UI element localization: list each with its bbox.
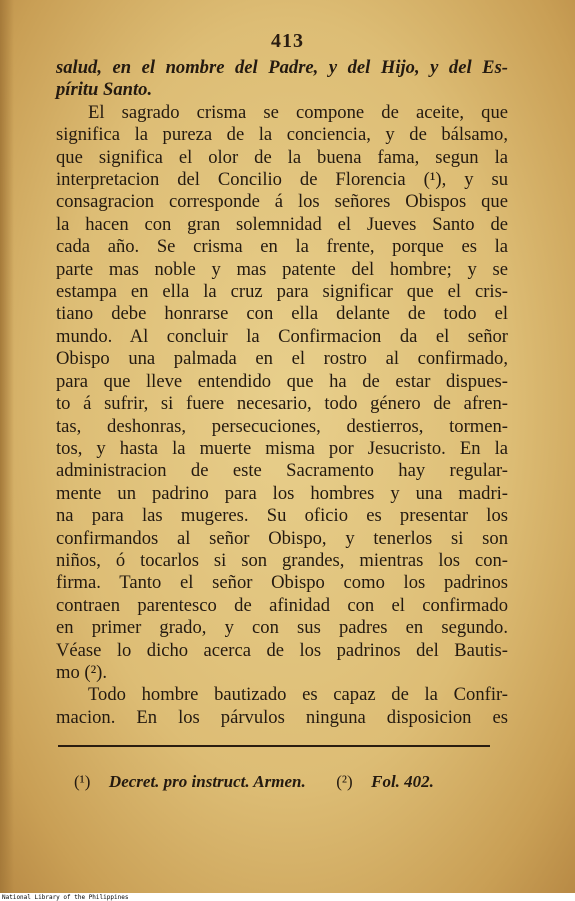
text-line: Obispo una palmada en el rostro al confirmado, xyxy=(56,348,508,370)
text-line: estampa en ella la cruz para significar que el cris- xyxy=(56,281,508,303)
text-line: en primer grado, y con sus padres en segundo. xyxy=(56,617,508,639)
paragraph-start-line: Todo hombre bautizado es capaz de la Confir- xyxy=(88,684,508,706)
text-line: mente un padrino para los hombres y una madri- xyxy=(56,482,508,504)
text-line: niños, ó tocarlos si son grandes, mientras los con- xyxy=(56,549,508,571)
text-line: interpretacion del Concilio de Florencia (¹), y su xyxy=(56,169,508,191)
text-line: píritu Santo. xyxy=(56,79,153,101)
footnote-text-2: Fol. 402. xyxy=(371,772,434,791)
footnote-marker-2: (²) xyxy=(336,772,353,791)
text-line: para que lleve entendido que ha de estar dispues- xyxy=(56,370,508,392)
text-line: mundo. Al concluir la Confirmacion da el señor xyxy=(56,325,508,347)
text-line: salud, en el nombre del Padre, y del Hijo, y del Es- xyxy=(56,57,508,78)
text-line: la hacen con gran solemnidad el Jueves Santo de xyxy=(56,213,508,235)
text-line: to á sufrir, si fuere necesario, todo género de afren- xyxy=(56,393,508,415)
library-credit: National Library of the Philippines xyxy=(2,894,129,901)
footnote-text-1: Decret. pro instruct. Armen. xyxy=(108,772,306,791)
text-line: parte mas noble y mas patente del hombre; y se xyxy=(56,258,508,280)
footnotes xyxy=(74,772,494,792)
text-line: firma. Tanto el señor Obispo como los padrinos xyxy=(56,572,508,594)
text-line: na para las mugeres. Su oficio es presentar los xyxy=(56,505,508,527)
text-line: que significa el olor de la buena fama, segun la xyxy=(56,146,508,168)
paragraph-start-line: El sagrado crisma se compone de aceite, que xyxy=(88,101,508,123)
text-line: confirmandos al señor Obispo, y tenerlos si son xyxy=(56,527,508,549)
text-line: consagracion corresponde á los señores Obispos que xyxy=(56,191,508,213)
text-line: administracion de este Sacramento hay regular- xyxy=(56,460,508,482)
text-line: cada año. Se crisma en la frente, porque es la xyxy=(56,236,508,258)
text-line: macion. En los párvulos ninguna disposicion es xyxy=(56,706,508,728)
footnote-divider xyxy=(58,745,490,747)
text-line: significa la pureza de la conciencia, y de bálsamo, xyxy=(56,124,508,146)
text-line: contraen parentesco de afinidad con el confirmado xyxy=(56,594,508,616)
text-line: tos, y hasta la muerte misma por Jesucristo. En la xyxy=(56,437,508,459)
page-number: 413 xyxy=(271,30,304,52)
text-line: tas, deshonras, persecuciones, destierros, tormen- xyxy=(56,415,508,437)
text-line: mo (²). xyxy=(56,661,108,683)
text-line: tiano debe honrarse con ella delante de todo el xyxy=(56,303,508,325)
footnote-marker-1: (¹) xyxy=(74,772,91,791)
text-line: Véase lo dicho acerca de los padrinos del Bautis- xyxy=(56,639,508,661)
body-text xyxy=(56,57,508,729)
